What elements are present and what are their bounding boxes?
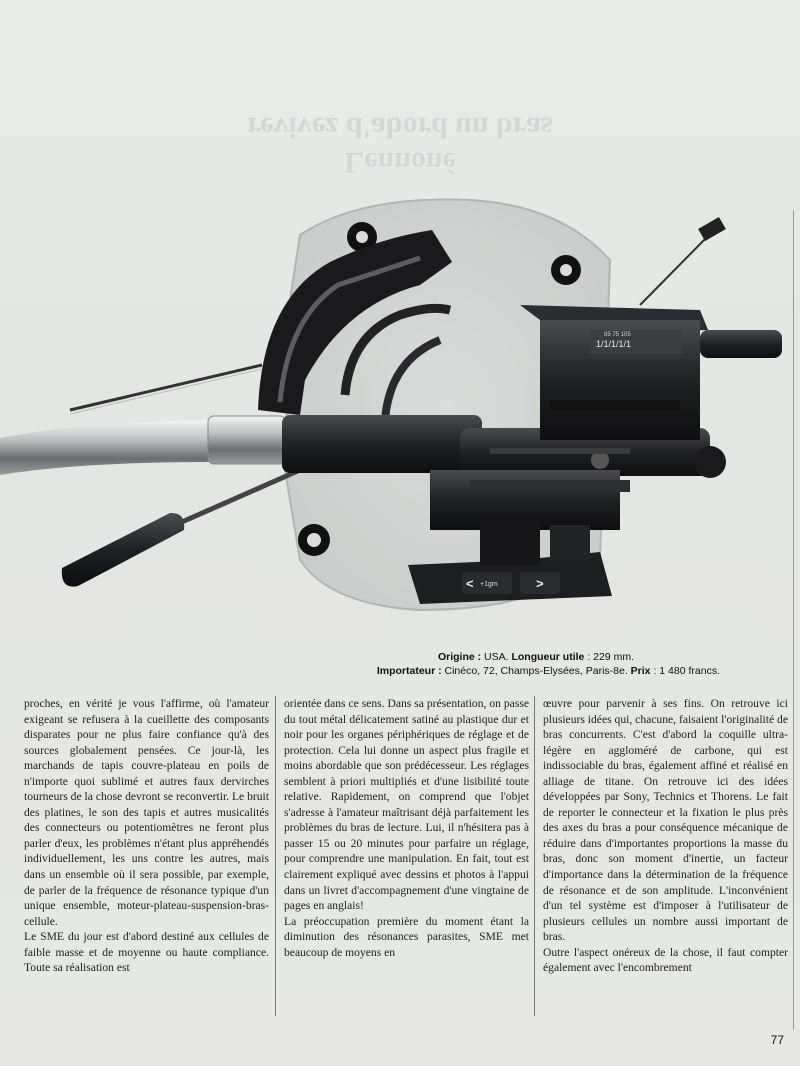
signal-wire (640, 217, 726, 305)
paragraph: Le SME du jour est d'abord destiné aux cellules de faible masse et de moyenne ou haute compliance. Toute sa réalisation est (24, 930, 269, 975)
length-value: : 229 mm. (587, 651, 634, 663)
arm-tube (0, 416, 286, 475)
page-edge-line (793, 210, 794, 1030)
paragraph: proches, en vérité je vous l'affirme, où l'amateur exigeant se refusera à la cueillette des composants disparates pour ne plus faire confiance qu'à des sources globalement pensées. Ce jour-là, les marchands de tapis couvre-plateau en poils de n'importe quoi sublimé et autres faux dervirches tourneurs de la chose devront se reconvertir. Le bruit des platines, le son des tapis et autres musicalités des connecteurs ou potentiomètres ne feront plus parler d'eux, les problèmes n'étant plus appréhendés individuellement, les uns contre les autres, mais dans un ensemble où il sera possible, par exemple, de parler de la fréquence de résonance typique d'un unique ensemble, moteur-plateau-suspension-bras-cellule. (24, 697, 269, 928)
origin-label: Origine : (437, 651, 482, 663)
length-label: Longueur utile (511, 651, 585, 663)
paragraph: La préoccupation première du moment étant la diminution des résonances parasites, SME met beaucoup de moyens en (284, 914, 529, 959)
caption-line-1 (260, 650, 720, 664)
mounting-hole-top-right (551, 255, 581, 285)
importer-label: Importateur : (376, 665, 442, 677)
mirrored-headline-line2: revivez d'abord un bras (247, 111, 553, 145)
svg-text:85 75 105: 85 75 105 (604, 332, 631, 338)
cue-rod (70, 365, 262, 414)
price-value: : 1 480 francs. (653, 665, 720, 677)
price-label: Prix (630, 665, 651, 677)
column-divider (534, 696, 535, 1016)
page-number: 77 (770, 1033, 784, 1047)
mirrored-headline-line1: Lennoné (344, 146, 456, 179)
svg-text:+1gm: +1gm (480, 581, 498, 588)
text-column-1 (24, 696, 269, 1026)
origin-value: USA. (484, 651, 509, 663)
column-divider (275, 696, 276, 1016)
text-column-3 (543, 696, 788, 1026)
lift-lever (62, 470, 300, 587)
photo-caption (260, 650, 720, 678)
mirrored-headline-showthrough (210, 110, 590, 179)
caption-line-2 (260, 664, 720, 678)
svg-text:1/1/1/1/1: 1/1/1/1/1 (596, 339, 632, 349)
svg-text:>: > (536, 576, 544, 591)
mounting-hole-bottom-left (298, 524, 330, 556)
text-column-2 (284, 696, 529, 1026)
svg-text:<: < (466, 576, 474, 591)
paragraph: Outre l'aspect onéreux de la chose, il faut compter également avec l'encombrement (543, 945, 788, 975)
paragraph: orientée dans ce sens. Dans sa présentation, on passe du tout métal délicatement satiné au plastique dur et noir pour les organes périphériques de réglage et de protection. Cela lui donne un aspect plus fragile et moins abordable que son prédécesseur. Les réglages semblent à priori multipliés et d'une lisibilité toute relative. Rapidement, on comprend que l'objet s'adresse à l'amateur maîtrisant déjà parfaitement les problèmes du bras de lecture. Lui, il n'hésitera pas à passer 15 ou 20 minutes pour parfaire un réglage, pour comprendre une manipulation. En fait, tout est clairement expliqué avec dessins et photos à l'appui dans un livret d'accompagnement d'une vingtaine de pages en anglais! (284, 697, 529, 913)
paragraph: œuvre pour parvenir à ses fins. On retrouve ici plusieurs idées qui, chacune, faisaient l'originalité de bras concurrents. C'est d'abord la coquille ultra-légère en aggloméré de carbone, qui est indissociable du bras, également affiné et réalisé en alliage de titane. On retrouve ici des idées développées par Sony, Technics et Thorens. Le fait de reporter le connecteur et la fixation le plus près des axes du bras a pour conséquence mécanique de réduire dans d'importantes proportions la masse du bras, donc son moment d'inertie, un facteur d'importance dans la détermination de la fréquence de résonance et de son amplitude. L'inconvénient d'un tel système est d'imposer à l'utilisateur de plusieurs cellules un nombre aussi important de bras. (543, 697, 788, 944)
importer-value: Cinéco, 72, Champs-Elysées, Paris-8e. (444, 665, 628, 677)
bias-tower (520, 305, 782, 440)
